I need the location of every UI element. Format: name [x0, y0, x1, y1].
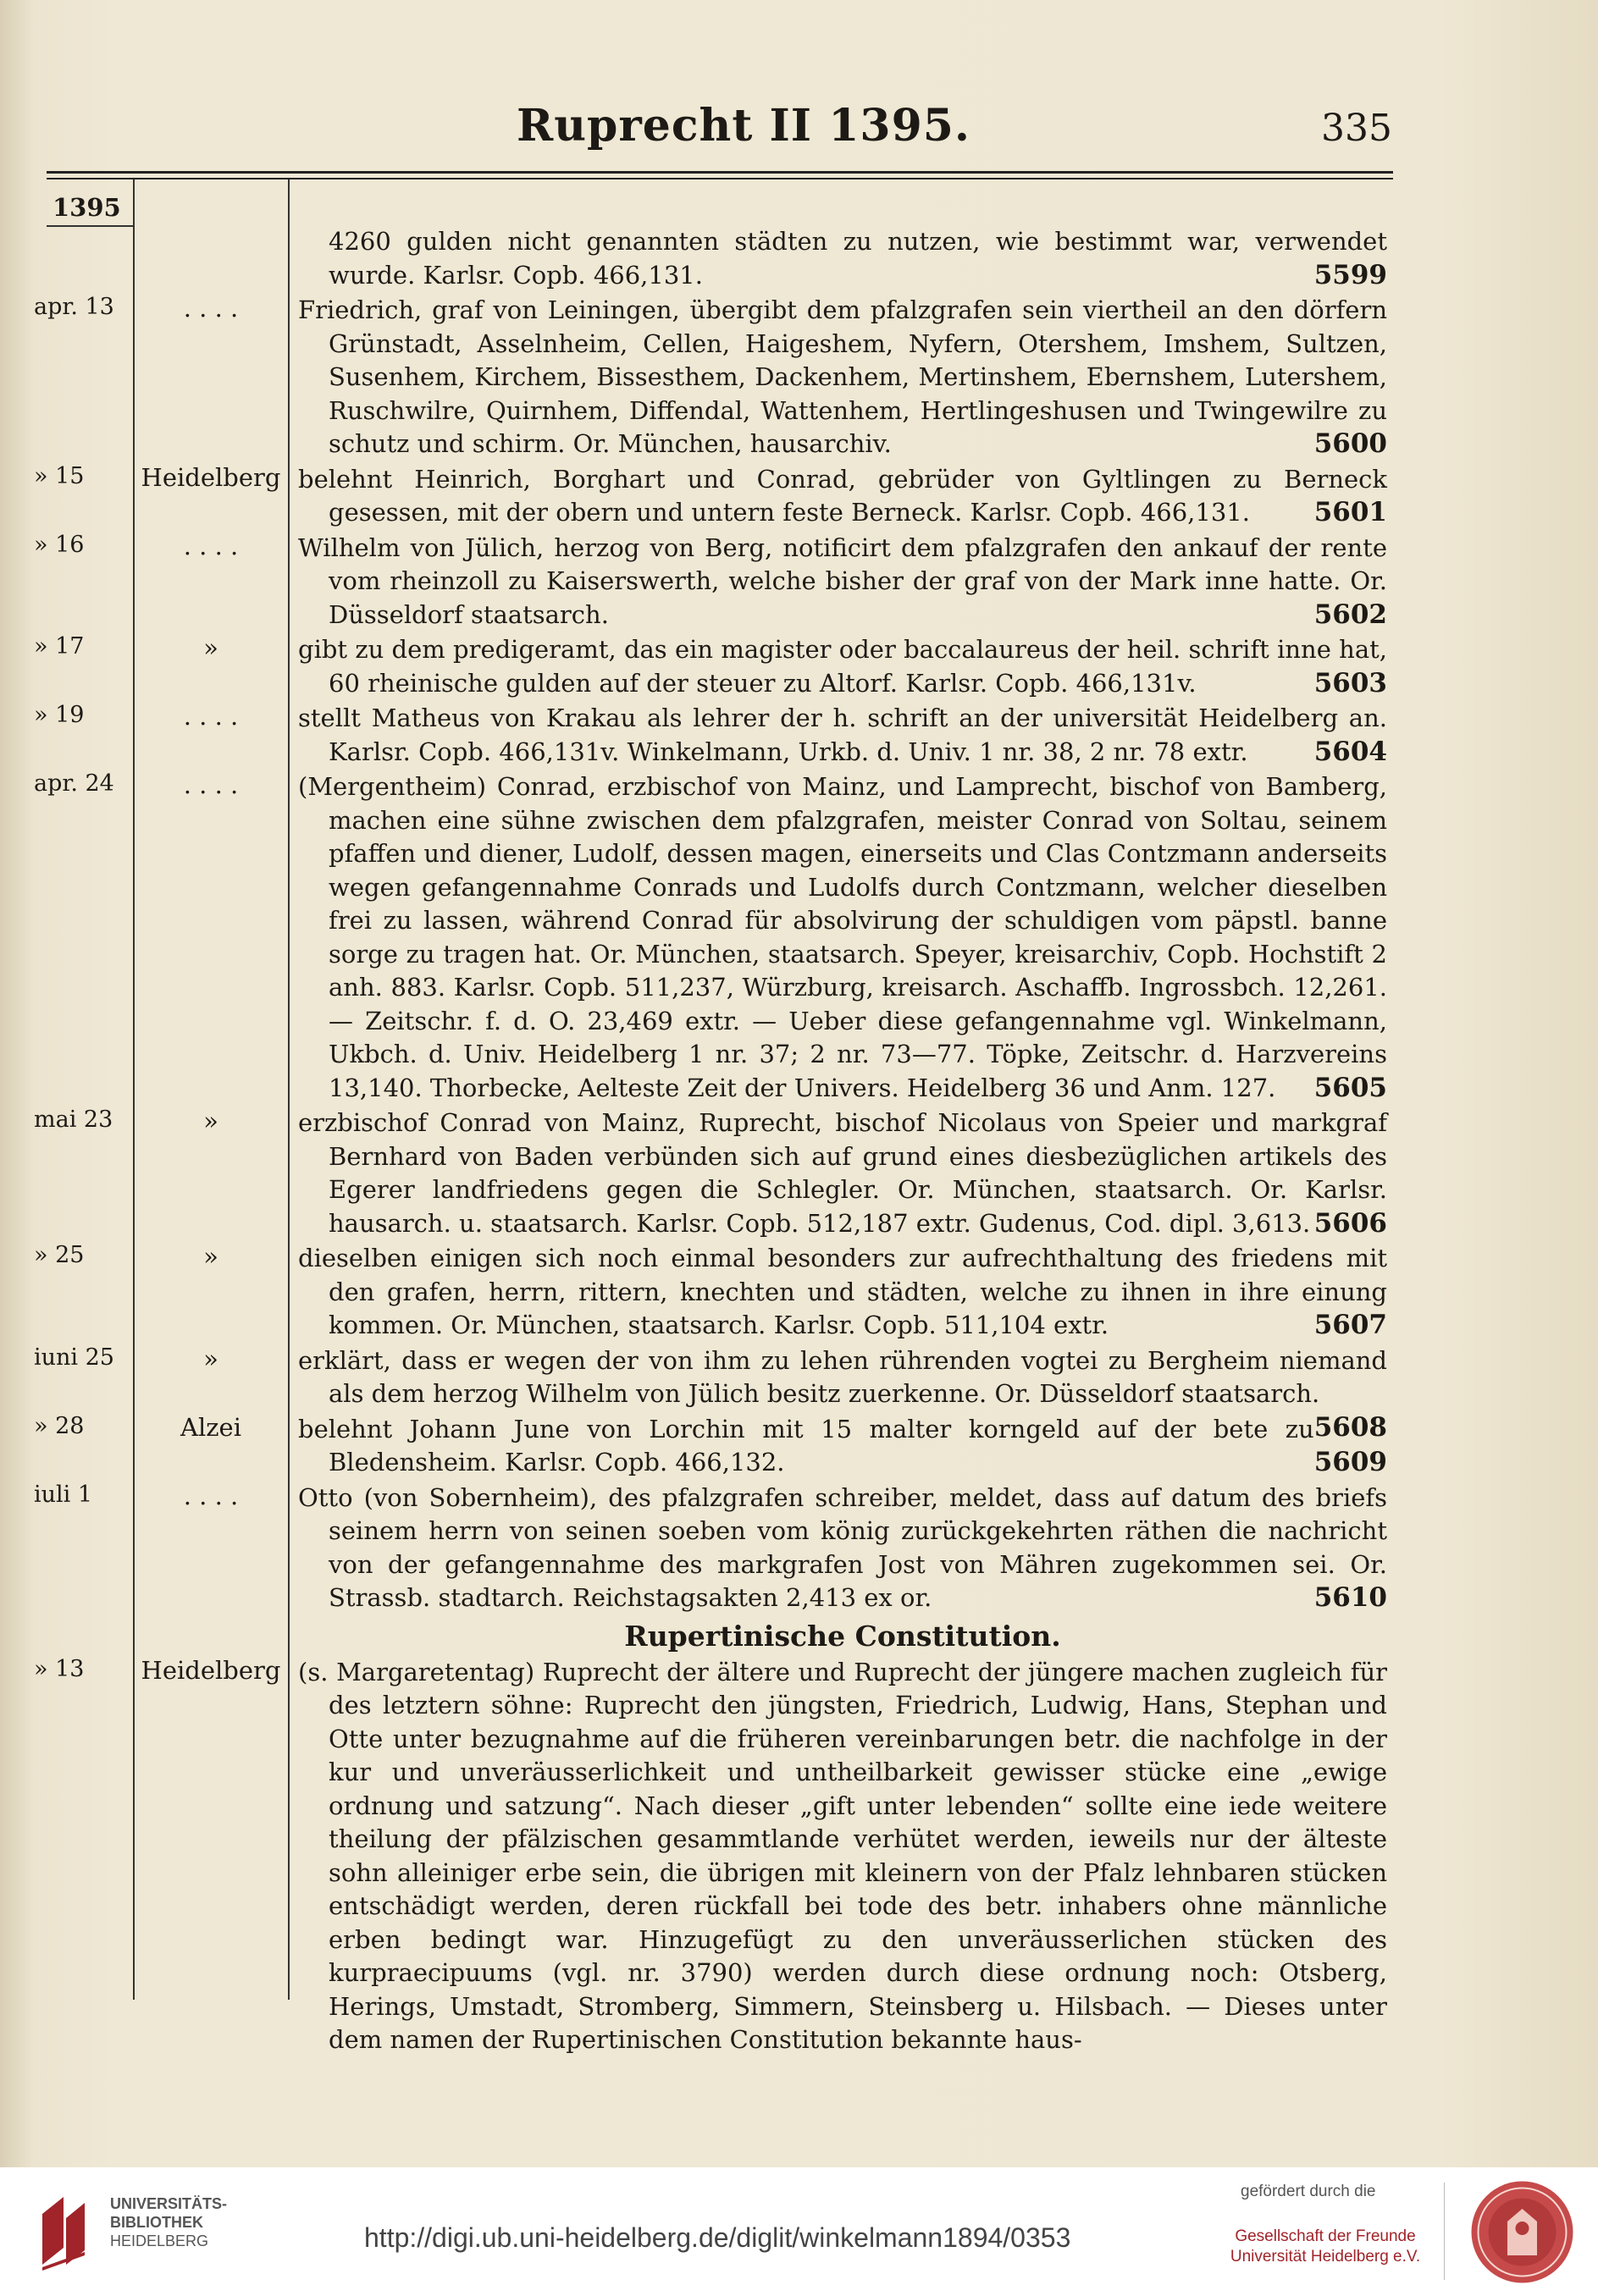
page-number: 335 [1321, 107, 1392, 150]
library-name-line1: UNIVERSITÄTS- [110, 2195, 228, 2212]
regest-entry [0, 1107, 1598, 1240]
regest-entry [0, 225, 1598, 292]
entry-text-body: belehnt Johann June von Lorchin mit 15 malter korngeld auf der bete zu Bledensheim. Karlsr. Copb. 466,132. [298, 1414, 1314, 1476]
entry-text-body: dieselben einigen sich noch einmal besonders zur aufrechthaltung des friedens mit den grafen, herrn, rittern, knechten und städten, welche zu ihnen in ihre einung kommen. Or. München, staatsarch. Karlsr. Copb. 511,104 extr. [298, 1244, 1387, 1339]
entry-place: Alzei [180, 1412, 241, 1442]
entry-place: . . . . [183, 770, 239, 799]
header-rule-thick [47, 171, 1393, 174]
entry-text-body: Friedrich, graf von Leiningen, übergibt dem pfalzgrafen sein viertheil an den dörfern Grünstadt, Asselnheim, Cellen, Haigeshem, Nyfern, Otershem, Imshem, Sultzen, Susenhem, Kirchem, Bissesthem, Dackenhem, Mertinshem, Ebernshem, Lutershem, Ruschwilre, Quirnhem, Diffendal, Wattenhem, Hertlingeshusen und Twingewilre zu schutz und schirm. Or. München, hausarchiv. [298, 295, 1387, 458]
regest-entry [0, 1656, 1598, 2057]
entry-number: 5607 [1313, 1310, 1387, 1340]
entry-number: 5609 [1313, 1447, 1387, 1477]
regest-entry [0, 532, 1598, 632]
entry-text-body: Wilhelm von Jülich, herzog von Berg, notificirt dem pfalzgrafen den ankauf der rente vom rheinzoll zu Kaiserswerth, welche bisher der graf von der Mark inne hatte. Or. Düsseldorf staatsarch. [298, 533, 1387, 629]
entry-place: . . . . [183, 294, 239, 323]
entry-number: 5606 [1313, 1207, 1387, 1239]
entry-date: » 13 [34, 1655, 85, 1682]
digitization-footer [0, 2167, 1598, 2296]
entry-place: . . . . [183, 531, 239, 560]
regest-entries [0, 225, 1598, 2057]
library-name-line2: BIBLIOTHEK [110, 2214, 203, 2231]
entry-text [298, 1482, 1387, 1615]
regest-entry [0, 770, 1598, 1105]
entry-number: 5610 [1313, 1582, 1387, 1613]
entry-text [298, 702, 1387, 769]
entry-text-body: erzbischof Conrad von Mainz, Ruprecht, bischof Nicolaus von Speier und markgraf Bernhard von Baden verbünden sich auf grund eines diesbezüglichen artikels des Egerer landfriedens gegen die Schlegler. Or. München, staatsarch. Or. Karlsr. hausarch. u. staatsarch. Karlsr. Copb. 512,187 extr. Gudenus, Cod. dipl. 3,613. [298, 1108, 1387, 1238]
entry-text-body: gibt zu dem predigeramt, das ein magister oder baccalaureus der heil. schrift inne hat, 60 rheinische gulden auf der steuer zu Altorf. Karlsr. Copb. 466,131v. [298, 635, 1387, 698]
regest-entry [0, 1242, 1598, 1343]
entry-text-body: belehnt Heinrich, Borghart und Conrad, gebrüder von Gyltlingen zu Berneck gesessen, mit der obern und untern feste Berneck. Karlsr. Copb. 466,131. [298, 464, 1387, 527]
library-name [110, 2194, 227, 2250]
entry-date: » 17 [34, 633, 85, 660]
entry-date: iuni 25 [34, 1344, 114, 1371]
entry-date: » 15 [34, 462, 85, 489]
entry-text [298, 1413, 1387, 1480]
sponsor-name [1219, 2227, 1431, 2267]
entry-place: » [203, 1107, 218, 1135]
entry-number: 5605 [1313, 1072, 1387, 1103]
entry-place: Heidelberg [141, 1655, 281, 1685]
entry-number: 5599 [1313, 259, 1387, 290]
entry-text-body: erklärt, dass er wegen der von ihm zu lehen rührenden vogtei zu Bergheim niemand als dem herzog Wilhelm von Jülich besitz zuerkenne. Or. Düsseldorf staatsarch. [298, 1345, 1387, 1408]
entry-text-body: (s. Margaretentag) Ruprecht der ältere und Ruprecht der jüngere machen zugleich für des letztern söhne: Ruprecht den jüngsten, Friedrich, Ludwig, Hans, Stephan und Otte unter bezugnahme auf die früheren vereinbarungen betr. die nachfolge in der kur und unveräusserlichkeit und untheilbarkeit gewisser stücke eine „ewige ordnung und satzung“. Nach dieser „gift unter lebenden“ sollte eine iede weitere theilung der pfälzischen gesammtlande verhütet werden, ieweils nur der älteste sohn alleiniger erbe sein, die übrigen mit kleinern von der Pfalz lehnbaren stücken entschädigt werden, deren rückfall bei tode des betr. inhabers ohne männliche erben bedingt war. Hinzugefügt zu den unveräusserlichen stücken des kurpraecipuums (vgl. nr. 3790) werden durch diese ordnung noch: Otsberg, Herings, Umstadt, Stromberg, Simmern, Steinsberg u. Hilsbach. — Dieses unter dem namen der Rupertinischen Constitution bekannte haus- [298, 1657, 1387, 2054]
entry-place: » [203, 1344, 218, 1373]
footer-divider [1444, 2183, 1445, 2280]
library-name-line3: HEIDELBERG [110, 2233, 209, 2249]
ub-logo-icon [34, 2193, 93, 2273]
sponsor-name-line2: Universität Heidelberg e.V. [1230, 2248, 1421, 2266]
entry-text-body: 4260 gulden nicht genannten städten zu nutzen, wie bestimmt war, verwendet wurde. Karlsr. Copb. 466,131. [329, 227, 1387, 290]
header-rule-thin [47, 178, 1393, 179]
page-title: Ruprecht II 1395. [517, 100, 971, 152]
entry-date: mai 23 [34, 1107, 113, 1133]
entry-text [298, 463, 1387, 530]
entry-text [298, 1242, 1387, 1343]
entry-text [298, 1107, 1387, 1240]
entry-text [298, 532, 1387, 632]
regest-entry [0, 294, 1598, 461]
entry-text [298, 294, 1387, 461]
entry-date: » 25 [34, 1242, 85, 1268]
entry-number: 5601 [1313, 497, 1387, 527]
entry-place: Heidelberg [141, 462, 281, 492]
entry-number: 5602 [1313, 599, 1387, 630]
entry-date: » 16 [34, 531, 85, 558]
regest-entry [0, 702, 1598, 769]
entry-number: 5603 [1313, 667, 1387, 698]
university-seal-icon [1469, 2179, 1575, 2285]
regest-entry [0, 1413, 1598, 1480]
entry-number: 5600 [1313, 428, 1387, 459]
entry-number: 5604 [1313, 736, 1387, 767]
entry-text-body: stellt Matheus von Krakau als lehrer der h. schrift an der universität Heidelberg an. Karlsr. Copb. 466,131v. Winkelmann, Urkb. d. Univ. 1 nr. 38, 2 nr. 78 extr. [298, 704, 1387, 766]
sponsor-name-line1: Gesellschaft der Freunde [1235, 2227, 1416, 2245]
permalink-url[interactable]: http://digi.ub.uni-heidelberg.de/diglit/winkelmann1894/0353 [364, 2222, 1071, 2253]
sponsor-label: gefördert durch die [1241, 2183, 1376, 2200]
regest-entry [0, 463, 1598, 530]
entry-text-body: Otto (von Sobernheim), des pfalzgrafen schreiber, meldet, dass auf datum des briefs seinem herrn von seinen soeben vom könig zurückgekehrten räthen die nachricht von der gefangennahme des markgrafen Jost von Mähren zugekommen sei. Or. Strassb. stadtarch. Reichstagsakten 2,413 ex or. [298, 1482, 1387, 1612]
entry-text [298, 225, 1387, 292]
entry-text [298, 633, 1387, 700]
entry-place: . . . . [183, 1481, 239, 1510]
entry-text-body: (Mergentheim) Conrad, erzbischof von Mainz, und Lamprecht, bischof von Bamberg, machen eine sühne zwischen dem pfalzgrafen, meister Conrad von Soltau, seinem pfaffen und diener, Ludolf, dessen magen, einerseits und Clas Contzmann anderseits wegen gefangennahme Conrads und Ludolfs durch Contzmann, welcher dieselben frei zu lassen, während Conrad für absolvirung der schuldigen vom päpstl. banne sorge zu tragen hat. Or. München, staatsarch. Speyer, kreisarchiv, Copb. Hochstift 2 anh. 883. Karlsr. Copb. 511,237, Würzburg, kreisarch. Aschaffb. Ingrossbch. 12,261. — Zeitschr. f. d. O. 23,469 extr. — Ueber diese gefangennahme vgl. Winkelmann, Ukbch. d. Univ. Heidelberg 1 nr. 37; 2 nr. 73—77. Töpke, Zeitschr. d. Harzvereins 13,140. Thorbecke, Aelteste Zeit der Univers. Heidelberg 36 und Anm. 127. [298, 772, 1387, 1102]
entry-text [298, 1656, 1387, 2057]
entry-date: iuli 1 [34, 1481, 93, 1508]
entry-number: 5608 [1313, 1411, 1387, 1443]
page-header [0, 100, 1598, 168]
entry-place: » [203, 633, 218, 662]
entry-text [298, 1344, 1387, 1443]
entry-text [298, 770, 1387, 1105]
entry-place: . . . . [183, 702, 239, 731]
regest-entry [0, 1482, 1598, 1615]
entry-date: apr. 13 [34, 294, 114, 320]
section-heading: Rupertinische Constitution. [624, 1619, 1061, 1653]
entry-date: » 19 [34, 702, 85, 728]
entry-date: apr. 24 [34, 770, 114, 797]
entry-date: » 28 [34, 1412, 85, 1439]
year-label: 1395 [53, 193, 121, 222]
regest-entry [0, 633, 1598, 700]
entry-place: » [203, 1242, 218, 1271]
